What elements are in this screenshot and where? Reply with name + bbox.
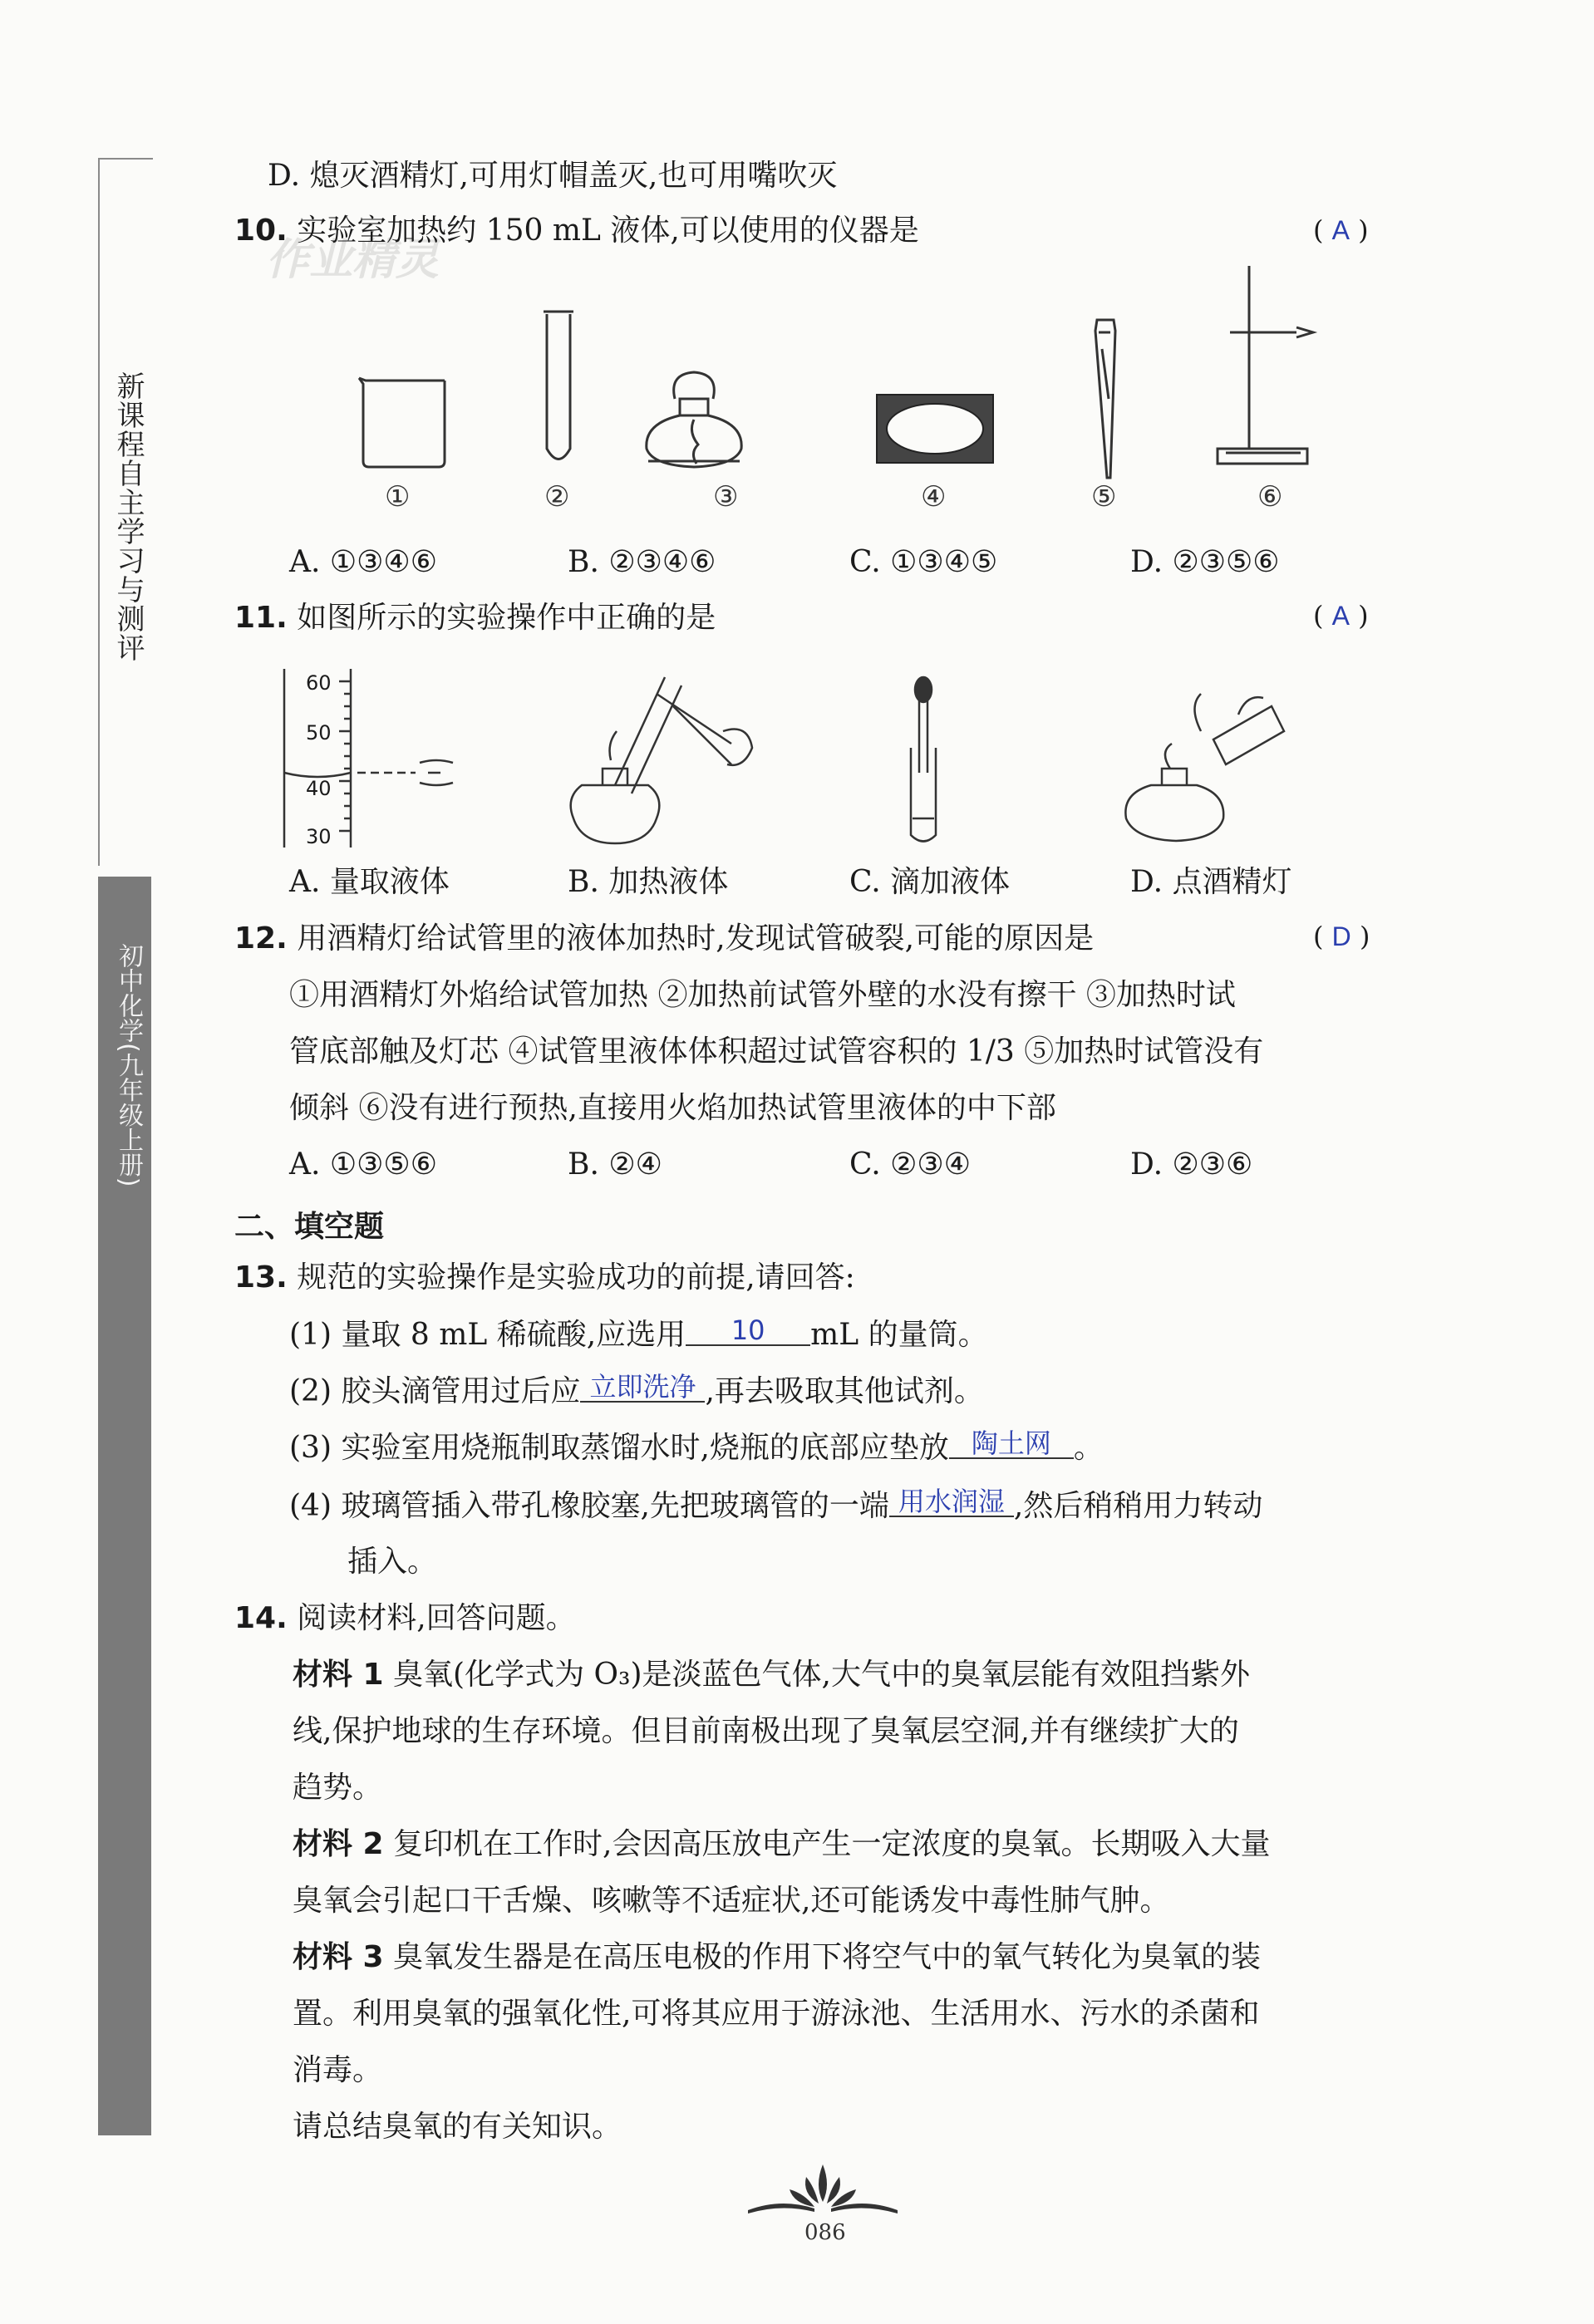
q13-part-4-cont: 插入。 [347,1545,438,1579]
q14-m2-line-1 [293,1826,1271,1863]
q13-blank-1: 10 [686,1316,810,1346]
q12-option-a: A. ①③⑤⑥ [289,1147,437,1182]
q9-option-d: D. 熄灭酒精灯,可用灯帽盖灭,也可用嘴吹灭 [268,159,838,193]
series-title: 新课程自主学习与测评 [111,371,145,662]
q11-text: 如图所示的实验操作中正确的是 [297,601,716,635]
book-title: 初中化学(九年级上册) [114,943,143,1187]
q13-p4-post: ,然后稍稍用力转动 [1013,1489,1263,1523]
q14-m1-l1: 臭氧(化学式为 O₃)是淡蓝色气体,大气中的臭氧层能有效阻挡紫外 [393,1658,1250,1692]
q13-p2-pre: (2) 胶头滴管用过后应 [289,1374,581,1408]
page-number: 086 [804,2220,846,2245]
q14-m2-line-2: 臭氧会引起口干舌燥、咳嗽等不适症状,还可能诱发中毒性肺气肿。 [293,1884,1170,1918]
q13-part-3 [289,1429,1104,1467]
q14-number: 14. [234,1601,288,1635]
q14-m1-line-2: 线,保护地球的生存环境。但目前南极出现了臭氧层空洞,并有继续扩大的 [293,1714,1239,1748]
q13-p4-pre: (4) 玻璃管插入带孔橡胶塞,先把玻璃管的一端 [289,1489,889,1523]
cylinder-tick-60: 60 [306,671,332,695]
q11-caption-c: C. 滴加液体 [849,865,1011,899]
q10-number: 10. [234,214,288,248]
q14-m3-line-1 [293,1939,1261,1976]
q11-illustrations [0,0,1594,914]
q10-answer: ( A ) [1313,214,1369,246]
q13-p3-pre: (3) 实验室用烧瓶制取蒸馏水时,烧瓶的底部应垫放 [289,1431,949,1465]
q11-number: 11. [234,601,288,635]
q12-answer: ( D ) [1313,921,1370,952]
dropper-icon [911,677,936,842]
q13-blank-3: 陶土网 [949,1429,1074,1459]
q14-prompt: 请总结臭氧的有关知识。 [293,2110,622,2144]
watermark: 作业精灵 [266,235,440,285]
q14-text: 阅读材料,回答问题。 [297,1601,576,1635]
q13-p3-post: 。 [1073,1431,1104,1465]
cylinder-tick-50: 50 [306,721,332,744]
q12-number: 12. [234,921,288,956]
q11-caption-b: B. 加热液体 [568,865,729,899]
q13-p1-pre: (1) 量取 8 mL 稀硫酸,应选用 [289,1318,686,1352]
q10-label-3: ③ [713,480,739,513]
q14-m1-line-3: 趋势。 [293,1771,383,1805]
q12-option-c: C. ②③④ [849,1147,971,1182]
q12-text: 用酒精灯给试管里的液体加热时,发现试管破裂,可能的原因是 [297,921,1095,956]
q13-part-4 [289,1487,1262,1525]
q14-m3-line-2: 置。利用臭氧的强氧化性,可将其应用于游泳池、生活用水、污水的杀菌和 [293,1997,1260,2031]
q13-blank-4: 用水润湿 [889,1487,1014,1517]
q10-option-a: A. ①③④⑥ [289,545,437,579]
q10-label-6: ⑥ [1257,480,1283,513]
q11-caption-a: A. 量取液体 [289,865,450,899]
q11-caption-d: D. 点酒精灯 [1130,865,1292,899]
material-1-label: 材料 1 [293,1658,384,1692]
q13-part-1 [289,1316,988,1354]
q14-m1-line-1 [293,1657,1250,1693]
cylinder-tick-40: 40 [306,777,332,800]
graduated-cylinder-icon [284,669,453,848]
q13-blank-2: 立即洗净 [580,1373,705,1403]
section-fill-in: 二、填空题 [234,1210,385,1244]
heating-test-tube-icon [571,677,752,843]
lighting-lamp-icon [1125,694,1284,841]
q14-m3-l1: 臭氧发生器是在高压电极的作用下将空气中的氧气转化为臭氧的装 [393,1940,1262,1974]
q12-answer-value: D [1331,921,1351,951]
q12-stem [234,921,1094,957]
q14-m2-l1: 复印机在工作时,会因高压放电产生一定浓度的臭氧。长期吸入大量 [393,1827,1271,1861]
q10-option-d: D. ②③⑤⑥ [1130,545,1280,579]
q14-m3-line-3: 消毒。 [293,2053,383,2087]
q12-line-1: ①用酒精灯外焰给试管加热 ②加热前试管外壁的水没有擦干 ③加热时试 [289,978,1236,1012]
q11-answer: ( A ) [1313,600,1369,631]
q13-part-2 [289,1373,984,1410]
q10-label-1: ① [385,480,411,513]
q13-p1-post: mL 的量筒。 [810,1318,988,1352]
q13-text: 规范的实验操作是实验成功的前提,请回答: [297,1260,855,1295]
q10-label-4: ④ [921,480,947,513]
q12-option-b: B. ②④ [568,1147,662,1182]
q12-line-2: 管底部触及灯芯 ④试管里液体体积超过试管容积的 1/3 ⑤加热时试管没有 [289,1034,1264,1069]
q10-label-5: ⑤ [1091,480,1117,513]
q10-answer-value: A [1331,215,1350,245]
material-2-label: 材料 2 [293,1827,384,1861]
q13-stem [234,1260,855,1296]
sidebar-book [98,877,151,2135]
q10-text: 实验室加热约 150 mL 液体,可以使用的仪器是 [297,214,919,248]
q13-number: 13. [234,1260,288,1295]
q12-option-d: D. ②③⑥ [1130,1147,1253,1182]
q10-label-2: ② [544,480,570,513]
material-3-label: 材料 3 [293,1940,384,1974]
cylinder-tick-30: 30 [306,825,332,848]
q13-p2-post: ,再去吸取其他试剂。 [705,1374,984,1408]
q12-line-3: 倾斜 ⑥没有进行预热,直接用火焰加热试管里液体的中下部 [289,1091,1056,1125]
q10-option-c: C. ①③④⑤ [849,545,998,579]
q10-option-b: B. ②③④⑥ [568,545,716,579]
footer-ornament-icon [731,2160,914,2218]
q14-stem [234,1600,576,1637]
q11-answer-value: A [1331,601,1350,631]
